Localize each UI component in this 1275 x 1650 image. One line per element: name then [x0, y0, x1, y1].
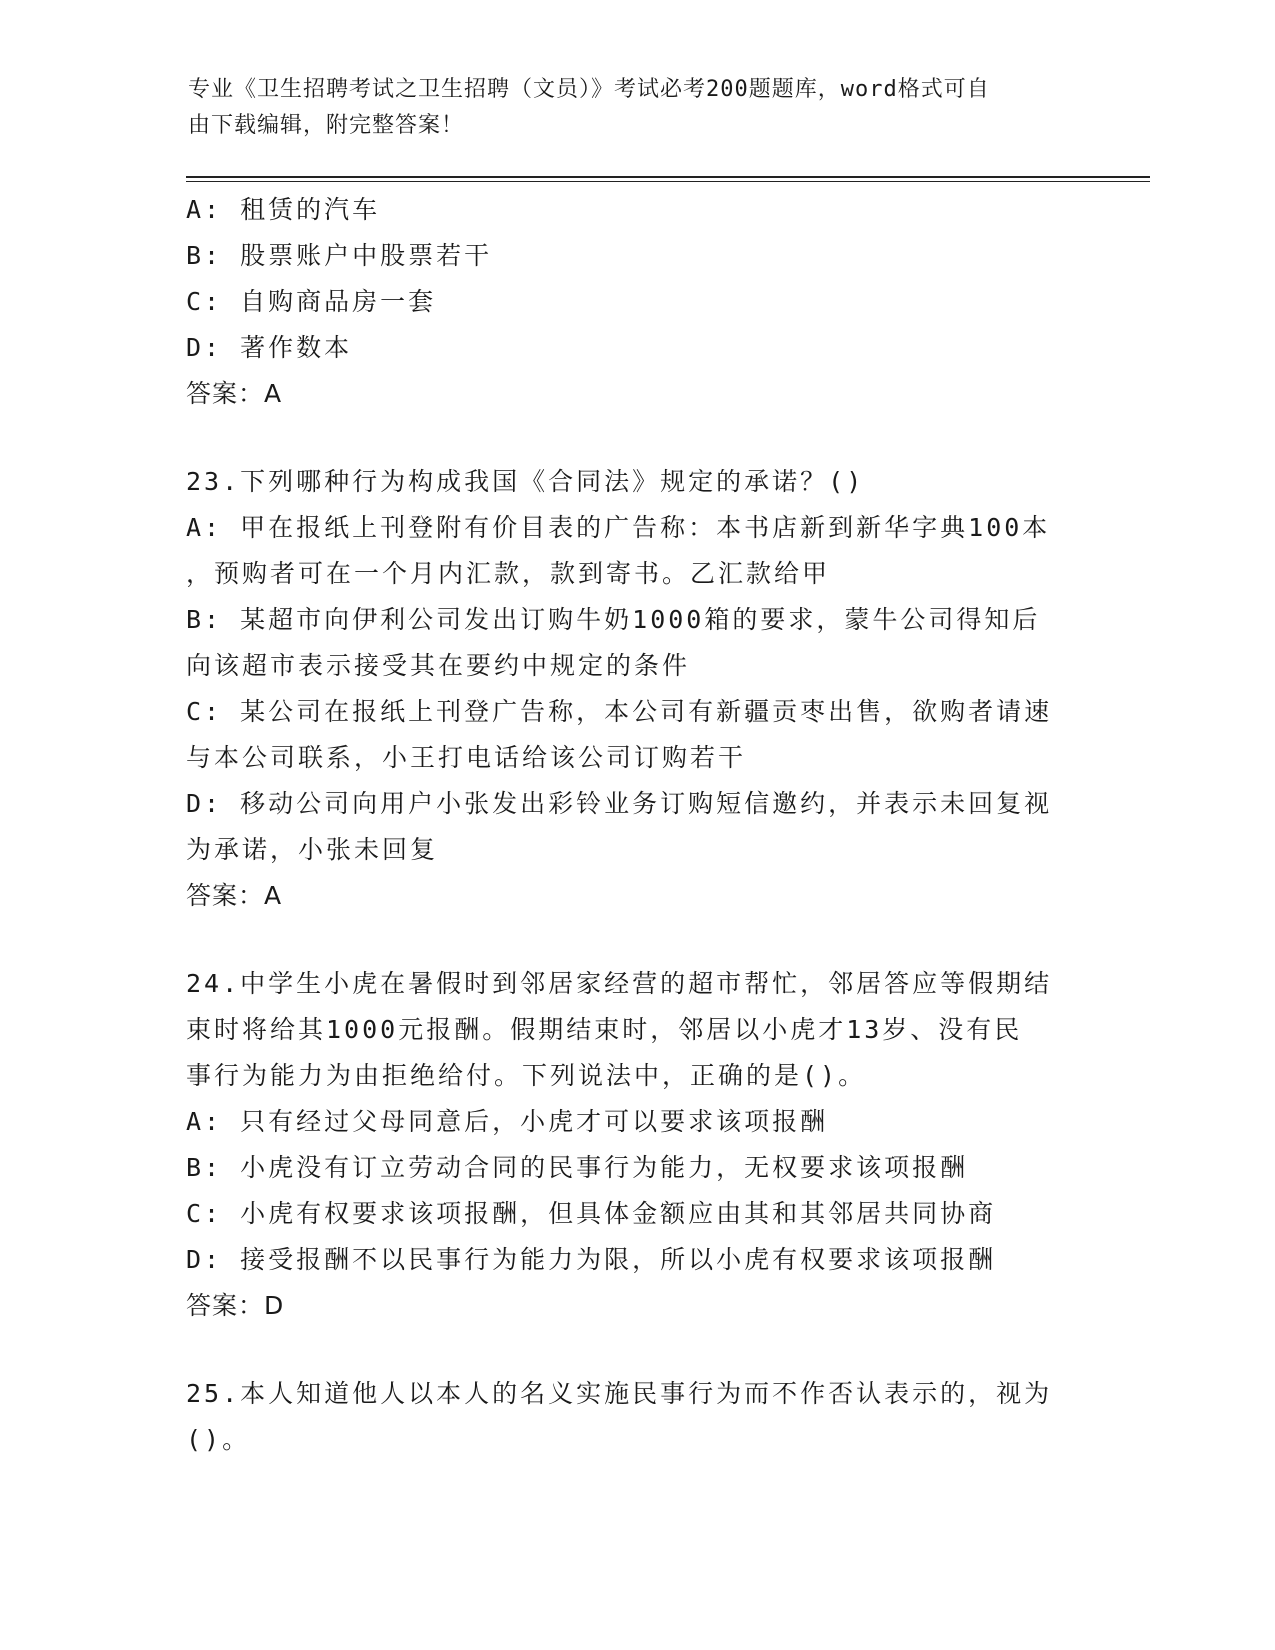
- header-line-2: 由下载编辑，附完整答案！: [188, 113, 465, 138]
- option-b: B: 某超市向伊利公司发出订购牛奶1000箱的要求，蒙牛公司得知后: [186, 605, 1041, 634]
- header-divider-thin: [186, 181, 1150, 182]
- option-b: B: 股票账户中股票若干: [186, 241, 493, 270]
- answer-label: 答案：A: [186, 379, 283, 408]
- option-a: A: 甲在报纸上刊登附有价目表的广告称：本书店新到新华字典100本: [186, 513, 1051, 542]
- option-a-continued: ，预购者可在一个月内汇款，款到寄书。乙汇款给甲: [186, 559, 831, 588]
- option-d: D: 著作数本: [186, 333, 353, 362]
- option-b-continued: 向该超市表示接受其在要约中规定的条件: [186, 651, 691, 680]
- option-c-continued: 与本公司联系，小王打电话给该公司订购若干: [186, 743, 747, 772]
- option-d: D: 接受报酬不以民事行为能力为限，所以小虎有权要求该项报酬: [186, 1245, 997, 1274]
- spacer: [186, 1329, 1086, 1371]
- question-23: [186, 459, 1086, 919]
- question-24: [186, 961, 1086, 1329]
- document-header: [188, 72, 1068, 144]
- question-stem: 25.本人知道他人以本人的名义实施民事行为而不作否认表示的，视为: [186, 1379, 1053, 1408]
- option-b: B: 小虎没有订立劳动合同的民事行为能力，无权要求该项报酬: [186, 1153, 969, 1182]
- answer-label: 答案：A: [186, 881, 283, 910]
- spacer: [186, 417, 1086, 459]
- option-d-continued: 为承诺，小张未回复: [186, 835, 439, 864]
- question-stem: 24.中学生小虎在暑假时到邻居家经营的超市帮忙，邻居答应等假期结: [186, 969, 1053, 998]
- question-stem-continued: ()。: [186, 1425, 251, 1454]
- question-22: [186, 187, 1086, 417]
- option-a: A: 只有经过父母同意后，小虎才可以要求该项报酬: [186, 1107, 829, 1136]
- question-stem-continued: 束时将给其1000元报酬。假期结束时，邻居以小虎才13岁、没有民: [186, 1015, 1023, 1044]
- answer-label: 答案：D: [186, 1291, 285, 1320]
- header-divider-thick: [186, 176, 1150, 178]
- option-d: D: 移动公司向用户小张发出彩铃业务订购短信邀约，并表示未回复视: [186, 789, 1053, 818]
- header-line-1: 专业《卫生招聘考试之卫生招聘（文员）》考试必考200题题库，word格式可自: [188, 77, 990, 102]
- option-c: C: 自购商品房一套: [186, 287, 437, 316]
- question-stem: 23.下列哪种行为构成我国《合同法》规定的承诺？(): [186, 467, 865, 496]
- question-content: [186, 187, 1086, 1463]
- question-25: [186, 1371, 1086, 1463]
- spacer: [186, 919, 1086, 961]
- question-stem-continued: 事行为能力为由拒绝给付。下列说法中，正确的是()。: [186, 1061, 867, 1090]
- option-c: C: 小虎有权要求该项报酬，但具体金额应由其和其邻居共同协商: [186, 1199, 997, 1228]
- option-c: C: 某公司在报纸上刊登广告称，本公司有新疆贡枣出售，欲购者请速: [186, 697, 1053, 726]
- option-a: A: 租赁的汽车: [186, 195, 381, 224]
